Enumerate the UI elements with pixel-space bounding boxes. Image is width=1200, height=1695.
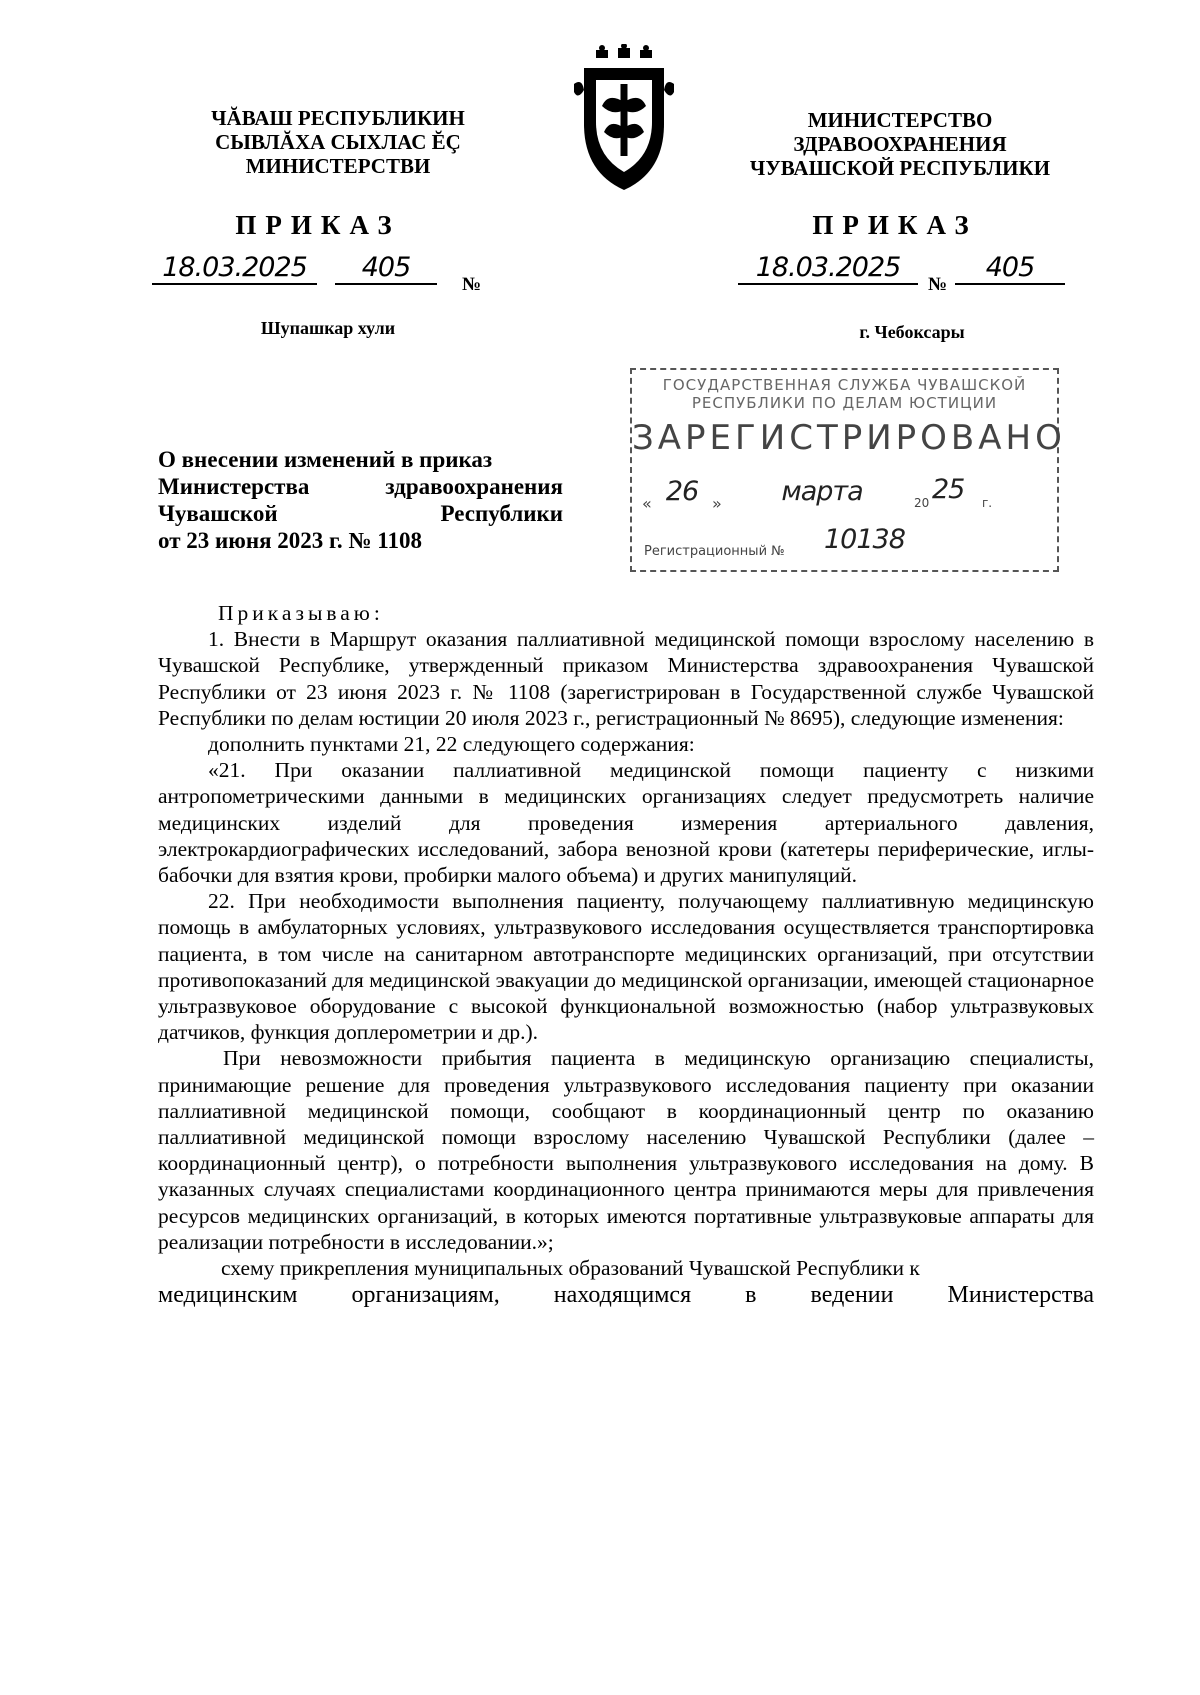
paragraph-7: медицинским организациям, находящимся в ведении Министерства [158, 1282, 1094, 1309]
registration-stamp [630, 368, 1066, 572]
stamp-reg-row [644, 520, 1044, 564]
subject-line3-a: Чувашской [158, 501, 278, 526]
stamp-reg-label: Регистрационный № [644, 544, 785, 559]
subject-line3-b: Республики [440, 501, 563, 526]
number-sign-right: № [928, 274, 948, 295]
stamp-reg-number: 10138 [824, 524, 905, 555]
header-left-line1: ЧĂВАШ РЕСПУБЛИКИН [211, 106, 465, 130]
stamp-date-row [642, 476, 1052, 516]
stamp-registered: ЗАРЕГИСТРИРОВАНО [632, 418, 1066, 458]
order-date-left: 18.03.2025 [152, 252, 317, 285]
stamp-month: марта [781, 476, 863, 507]
subject-line4: от 23 июня 2023 г. № 1108 [158, 528, 422, 553]
order-date-right: 18.03.2025 [738, 252, 918, 285]
header-right [735, 108, 1065, 180]
paragraph-1: 1. Внести в Маршрут оказания паллиативной медицинской помощи взрослому населению в Чувашской Республике, утвержденный приказом Министерства здравоохранения Чувашской Республики от 23 июня 2023 г. № 1108 (зарегистрирован в Государственной службе Чувашской Республики по делам юстиции 20 июля 2023 г., регистрационный № 8695), следующие изменения: [158, 627, 1094, 730]
paragraph-5: При невозможности прибытия пациента в медицинскую организацию специалисты, принимающие решение для проведения ультразвукового исследования пациенту при оказании паллиативной медицинской помощи, сообщают в координационный центр по оказанию паллиативной медицинской помощи взрослому населению Чувашской Республики (далее – координационный центр), о потребности выполнения ультразвукового исследования на дому. В указанных случаях специалистами координационного центра принимаются меры для привлечения ресурсов медицинских организаций, в которых имеются портативные ультразвуковые аппараты для реализации потребности в исследовании.»; [158, 1046, 1094, 1254]
city-right: г. Чебоксары [859, 322, 965, 342]
paragraph-4: 22. При необходимости выполнения пациенту, получающему паллиативную медицинскую помощь в амбулаторных условиях, ультразвукового исследования осуществляется транспортировка пациента, в том числе на санитарном автотранспорте медицинских организаций, при отсутствии противопоказаний для медицинской эвакуации до медицинской организации, имеющей стационарное ультразвуковое оборудование с высокой функциональной возможностью (набор ультразвуковых датчиков, функция доплерометрии и др.). [158, 889, 1094, 1045]
stamp-org-line2: РЕСПУБЛИКИ ПО ДЕЛАМ ЮСТИЦИИ [691, 394, 998, 412]
paragraph-3: «21. При оказании паллиативной медицинской помощи пациенту с низкими антропометрическими данными в медицинских организациях следует предусмотреть наличие медицинских изделий для проведения измерения артериального давления, электрокардиографических исследований, забора венозной крови (катетеры периферические, иглы-бабочки для взятия крови, пробирки малого объема) и других манипуляций. [158, 758, 1094, 888]
emblem [572, 44, 676, 194]
order-title-left: ПРИКАЗ [235, 210, 401, 240]
stamp-year: 25 [932, 474, 965, 505]
subject-line2: Министерства здравоохранения [158, 474, 563, 499]
header-left [188, 106, 488, 178]
order-title-right: ПРИКАЗ [812, 210, 978, 240]
header-left-line2: СЫВЛĂХА СЫХЛАС ĔÇ [215, 130, 461, 154]
stamp-org-line1: ГОСУДАРСТВЕННАЯ СЛУЖБА ЧУВАШСКОЙ [662, 376, 1027, 394]
order-number-left: 405 [335, 252, 437, 285]
order-body [158, 600, 1094, 1310]
order-number-right: 405 [955, 252, 1065, 285]
stamp-year-prefix: 20 [914, 496, 930, 510]
number-sign-left: № [462, 274, 482, 295]
paragraph-2: дополнить пунктами 21, 22 следующего содержания: [208, 732, 695, 757]
order-subject [158, 446, 563, 554]
order-greeting: Приказываю: [218, 601, 384, 625]
header-right-line1: МИНИСТЕРСТВО [807, 108, 993, 132]
city-left: Шупашкар хули [260, 318, 396, 338]
subject-line3 [158, 500, 563, 527]
stamp-year-suffix: г. [982, 496, 993, 510]
stamp-quote-open: « [642, 494, 652, 513]
paragraph-6: схему прикрепления муниципальных образований Чувашской Республики к [221, 1256, 920, 1281]
stamp-quote-close: » [712, 494, 722, 513]
subject-line1: О внесении изменений в приказ [158, 447, 493, 472]
stamp-day: 26 [665, 476, 699, 507]
header-right-line2: ЗДРАВООХРАНЕНИЯ [793, 132, 1007, 156]
header-right-line3: ЧУВАШСКОЙ РЕСПУБЛИКИ [749, 156, 1051, 180]
header-left-line3: МИНИСТЕРСТВИ [245, 154, 431, 178]
coat-of-arms-icon [572, 44, 676, 194]
